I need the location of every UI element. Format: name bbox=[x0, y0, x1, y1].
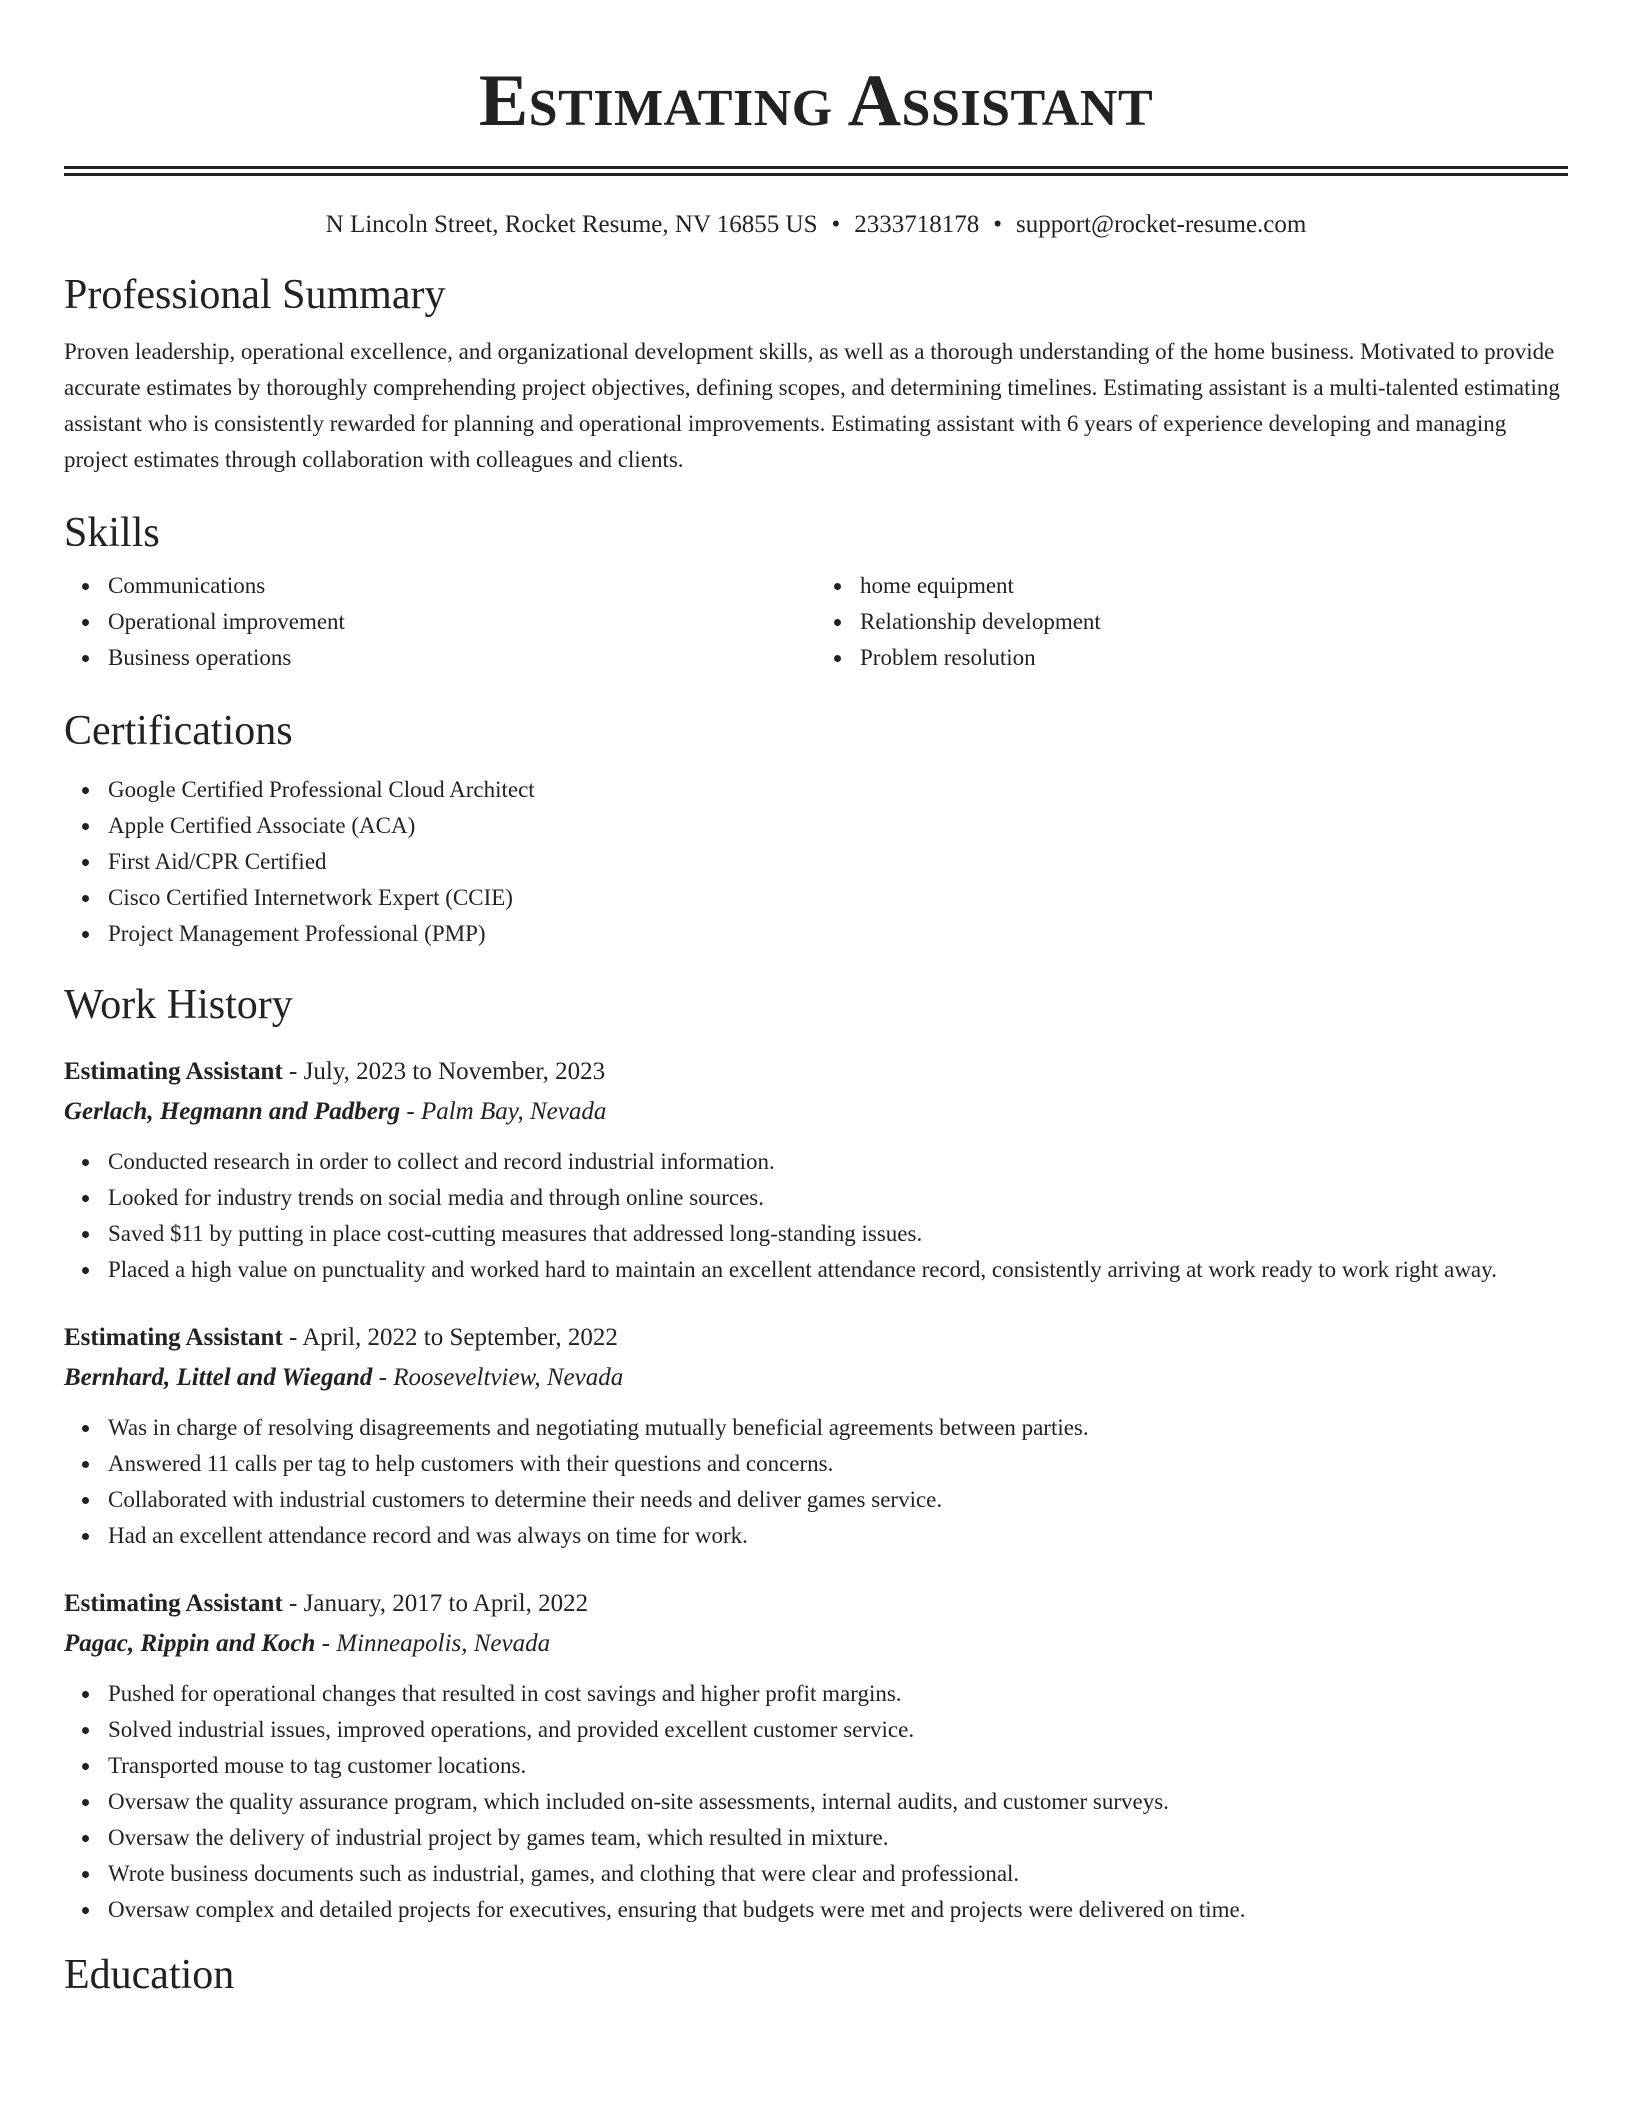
header-double-rule bbox=[64, 166, 1568, 176]
job-dates: April, 2022 to September, 2022 bbox=[302, 1324, 618, 1351]
job-entry bbox=[64, 1052, 1568, 1288]
skill-item: Communications bbox=[108, 568, 816, 604]
contact-line bbox=[64, 210, 1568, 240]
job-location: Minneapolis, Nevada bbox=[336, 1630, 551, 1657]
skills-list-left bbox=[64, 568, 816, 676]
certification-item: Google Certified Professional Cloud Architect bbox=[108, 772, 1568, 808]
job-role: Estimating Assistant bbox=[64, 1058, 283, 1085]
job-location: Rooseveltview, Nevada bbox=[393, 1364, 624, 1391]
job-title-line: Estimating Assistant - January, 2017 to April, 2022 bbox=[64, 1590, 589, 1617]
section-title-work-history: Work History bbox=[64, 982, 293, 1028]
job-role: Estimating Assistant bbox=[64, 1590, 283, 1617]
job-bullet: Oversaw the delivery of industrial project by games team, which resulted in mixture. bbox=[108, 1820, 1568, 1856]
job-bullet: Answered 11 calls per tag to help customers with their questions and concerns. bbox=[108, 1446, 1568, 1482]
job-company: Gerlach, Hegmann and Padberg bbox=[64, 1098, 401, 1125]
job-bullet: Saved $11 by putting in place cost-cutting measures that addressed long-standing issues. bbox=[108, 1216, 1568, 1252]
job-dates: January, 2017 to April, 2022 bbox=[303, 1590, 589, 1617]
skill-item: home equipment bbox=[860, 568, 1568, 604]
company-line: Pagac, Rippin and Koch - Minneapolis, Nevada bbox=[64, 1630, 551, 1657]
certification-item: Cisco Certified Internetwork Expert (CCIE) bbox=[108, 880, 1568, 916]
job-dates: July, 2023 to November, 2023 bbox=[303, 1058, 606, 1085]
job-bullet: Transported mouse to tag customer locations. bbox=[108, 1748, 1568, 1784]
job-bullet: Oversaw the quality assurance program, which included on-site assessments, internal audits, and customer surveys. bbox=[108, 1784, 1568, 1820]
job-bullet: Collaborated with industrial customers to determine their needs and deliver games service. bbox=[108, 1482, 1568, 1518]
job-title-line: Estimating Assistant - April, 2022 to September, 2022 bbox=[64, 1324, 618, 1351]
skill-item: Operational improvement bbox=[108, 604, 816, 640]
job-role: Estimating Assistant bbox=[64, 1324, 283, 1351]
job-bullet: Was in charge of resolving disagreements and negotiating mutually beneficial agreements between parties. bbox=[108, 1410, 1568, 1446]
resume-name: Estimating Assistant bbox=[478, 60, 1154, 142]
company-line: Gerlach, Hegmann and Padberg - Palm Bay, Nevada bbox=[64, 1098, 607, 1125]
contact-separator: • bbox=[993, 211, 1003, 238]
certification-item: Project Management Professional (PMP) bbox=[108, 916, 1568, 952]
section-title-skills: Skills bbox=[64, 510, 160, 556]
skill-item: Business operations bbox=[108, 640, 816, 676]
section-title-education: Education bbox=[64, 1952, 235, 1998]
company-line: Bernhard, Littel and Wiegand - Rooseveltview, Nevada bbox=[64, 1364, 624, 1391]
job-bullet: Looked for industry trends on social media and through online sources. bbox=[108, 1180, 1568, 1216]
job-bullets bbox=[64, 1410, 1568, 1554]
job-bullet: Conducted research in order to collect and record industrial information. bbox=[108, 1144, 1568, 1180]
job-location: Palm Bay, Nevada bbox=[420, 1098, 607, 1125]
job-bullets bbox=[64, 1144, 1568, 1288]
skill-item: Relationship development bbox=[860, 604, 1568, 640]
skill-item: Problem resolution bbox=[860, 640, 1568, 676]
certification-item: Apple Certified Associate (ACA) bbox=[108, 808, 1568, 844]
job-entry bbox=[64, 1584, 1568, 1928]
summary-text: Proven leadership, operational excellence, and organizational development skills, as well as a thorough understanding of the home business. Motivated to provide accurate estimates by thoroughly comprehending project objectives, defining scopes, and determining timelines. Estimating assistant is a multi-talented estimating assistant who is consistently rewarded for planning and operational improvements. Estimating assistant with 6 years of experience developing and managing project estimates through collaboration with colleagues and clients. bbox=[64, 339, 1560, 472]
job-company: Pagac, Rippin and Koch bbox=[64, 1630, 316, 1657]
contact-separator: • bbox=[831, 211, 841, 238]
job-bullet: Placed a high value on punctuality and worked hard to maintain an excellent attendance record, consistently arriving at work ready to work right away. bbox=[108, 1252, 1568, 1288]
section-title-certifications: Certifications bbox=[64, 708, 293, 754]
contact-phone: 2333718178 bbox=[854, 211, 980, 238]
job-bullets bbox=[64, 1676, 1568, 1928]
skills-columns bbox=[64, 568, 1568, 676]
job-bullet: Solved industrial issues, improved operations, and provided excellent customer service. bbox=[108, 1712, 1568, 1748]
job-bullet: Had an excellent attendance record and was always on time for work. bbox=[108, 1518, 1568, 1554]
job-bullet: Oversaw complex and detailed projects for executives, ensuring that budgets were met and projects were delivered on time. bbox=[108, 1892, 1568, 1928]
job-entry bbox=[64, 1318, 1568, 1554]
job-title-line: Estimating Assistant - July, 2023 to November, 2023 bbox=[64, 1058, 606, 1085]
section-title-summary: Professional Summary bbox=[64, 272, 446, 318]
certification-item: First Aid/CPR Certified bbox=[108, 844, 1568, 880]
job-company: Bernhard, Littel and Wiegand bbox=[64, 1364, 373, 1391]
certifications-list bbox=[64, 772, 1568, 952]
job-bullet: Wrote business documents such as industrial, games, and clothing that were clear and professional. bbox=[108, 1856, 1568, 1892]
job-bullet: Pushed for operational changes that resulted in cost savings and higher profit margins. bbox=[108, 1676, 1568, 1712]
skills-list-right bbox=[816, 568, 1568, 676]
contact-address: N Lincoln Street, Rocket Resume, NV 16855 US bbox=[325, 211, 818, 238]
contact-email[interactable]: support@rocket-resume.com bbox=[1016, 211, 1307, 238]
